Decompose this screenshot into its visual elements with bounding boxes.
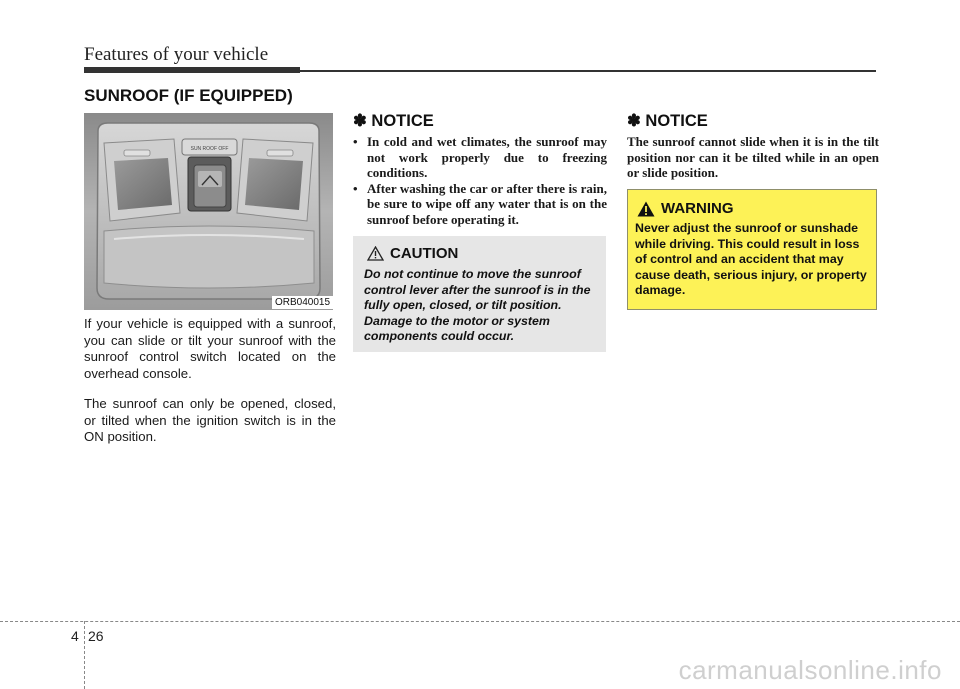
caution-header: [367, 245, 458, 262]
overhead-console-illustration: [84, 113, 333, 310]
page-number: 26: [88, 628, 104, 644]
body-paragraph-2: The sunroof can only be opened, closed, or tilted when the ignition switch is in the ON position.: [84, 396, 336, 444]
watermark: carmanualsonline.info: [678, 655, 942, 685]
header-rule-thick: [84, 67, 300, 73]
notice-list: [353, 134, 607, 227]
footer-divider: [84, 621, 85, 689]
caution-text: Do not continue to move the sunroof control lever after the sunroof is in the fully open, closed, or tilt position. Damage to the motor or system components could occur.: [364, 267, 591, 343]
header-rule-thin: [300, 70, 876, 72]
page-header-title: Features of your vehicle: [84, 44, 269, 65]
warning-triangle-icon: [637, 201, 655, 217]
caution-box: [353, 236, 606, 352]
notice-item-2: • After washing the car or after there is rain, be sure to wipe off any water that is on the sunroof before operating it.: [353, 181, 607, 228]
notice-2-text: The sunroof cannot slide when it is in the tilt position nor can it be tilted while in an open or slide position.: [627, 134, 879, 180]
section-title: SUNROOF (IF EQUIPPED): [84, 86, 293, 105]
chapter-number: 4: [71, 628, 79, 644]
caution-label: CAUTION: [390, 245, 459, 262]
warning-label: WARNING: [661, 200, 734, 217]
warning-header: [637, 200, 734, 217]
notice-item-1: • In cold and wet climates, the sunroof may not work properly due to freezing conditions.: [353, 134, 607, 181]
photo-caption: ORB040015: [272, 296, 333, 309]
notice-title-1: ✽ NOTICE: [353, 112, 434, 130]
switch-label-text: SUN ROOF OFF: [190, 146, 229, 152]
overhead-console-photo: [84, 113, 333, 310]
notice-title-2: ✽ NOTICE: [627, 112, 708, 130]
warning-box: [627, 189, 877, 310]
warning-text: Never adjust the sunroof or sunshade while driving. This could result in loss of control and an accident that may cause death, serious injury, or property damage.: [635, 221, 867, 297]
caution-triangle-icon: [367, 246, 384, 261]
body-paragraph-1: If your vehicle is equipped with a sunroof, you can slide or tilt your sunroof with the sunroof control switch located on the overhead console.: [84, 316, 336, 381]
footer-rule: [0, 621, 960, 622]
